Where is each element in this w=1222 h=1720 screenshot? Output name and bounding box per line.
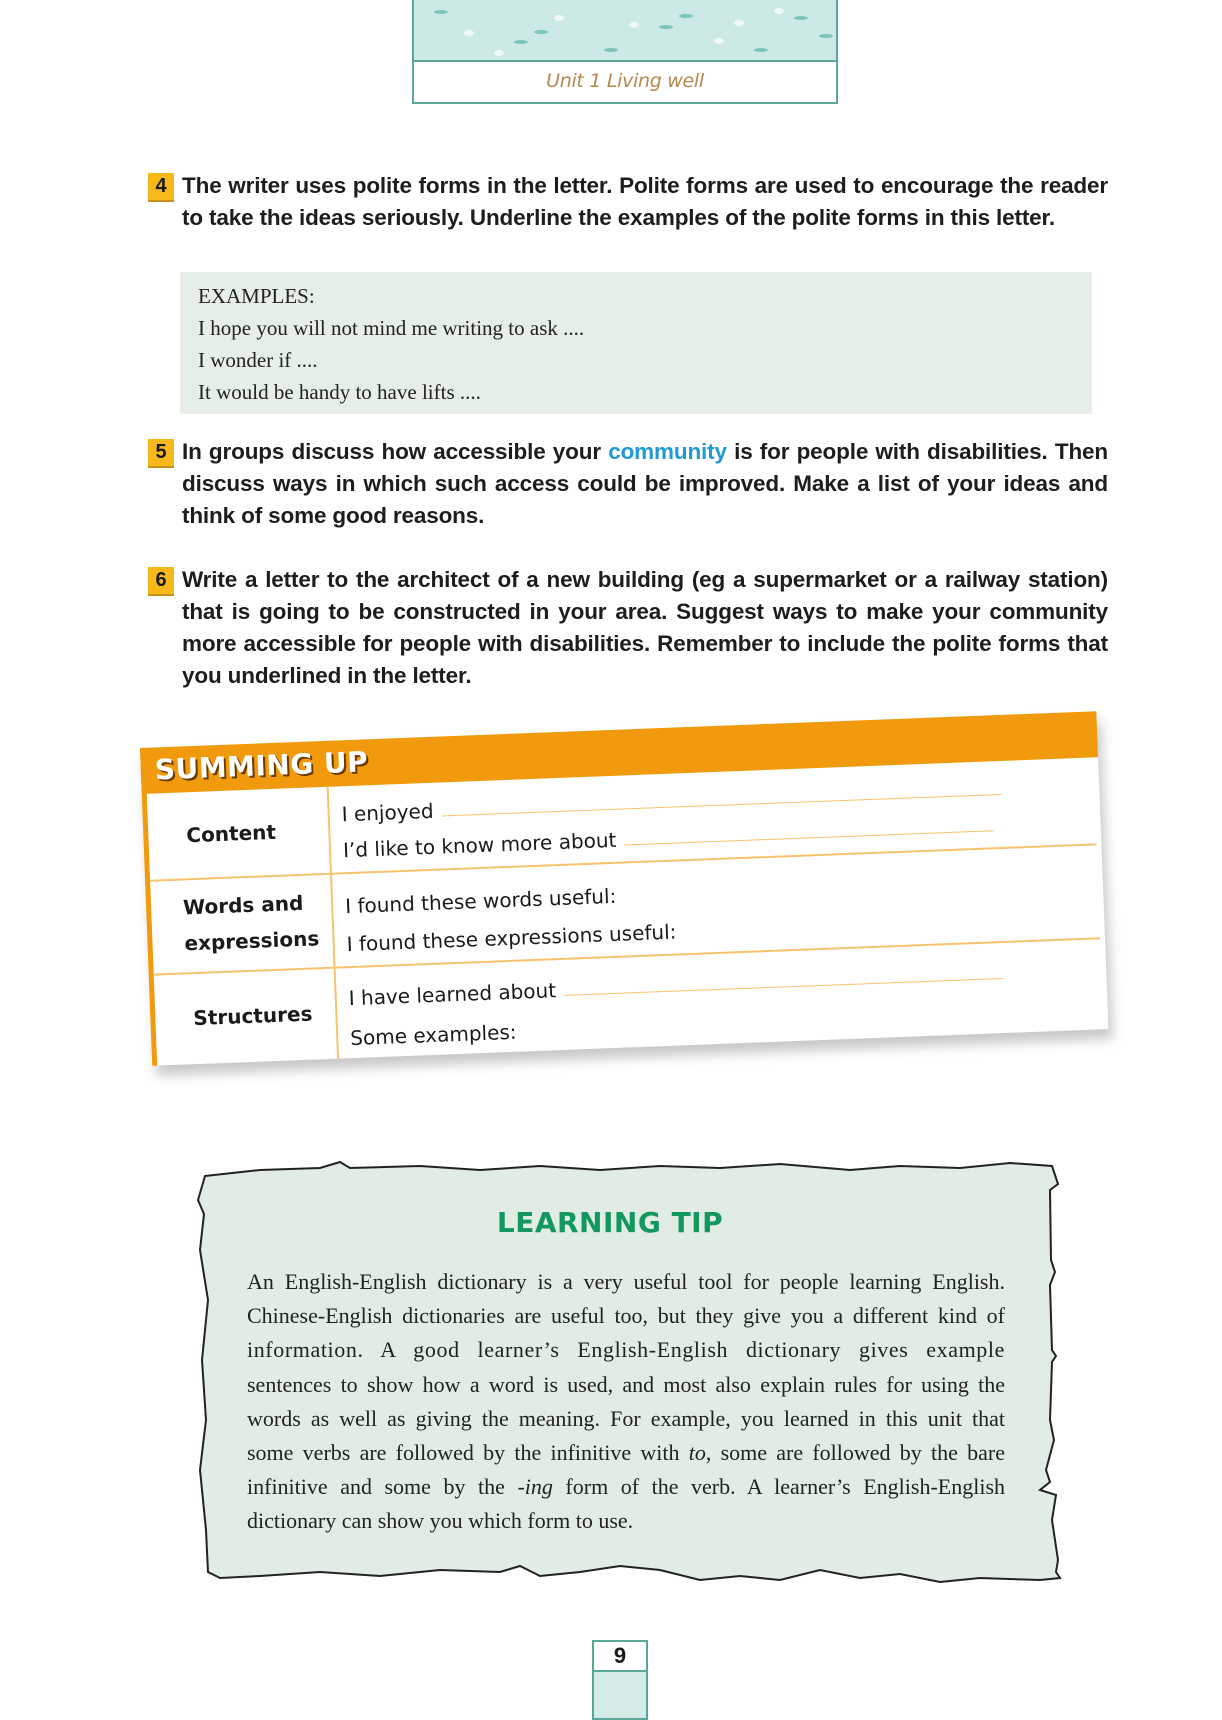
learning-tip-body bbox=[247, 1265, 1005, 1539]
tip-line: information. A good learner’s English-English dictionary gives example bbox=[247, 1337, 1005, 1363]
task-text-part: is for people with disabilities. Then discuss ways in which such access could be improved. Make a list of your ideas and think of some good reasons. bbox=[182, 439, 1108, 528]
row-label: Structures bbox=[154, 967, 339, 1066]
tip-line: dictionary can show you which form to use. bbox=[247, 1508, 634, 1534]
task-instruction: The writer uses polite forms in the letter. Polite forms are used to encourage the reader to take the ideas seriously. Underline the examples of the polite forms in this letter. bbox=[182, 173, 1108, 230]
prompt-text: I have learned about bbox=[348, 978, 557, 1011]
task-number-badge: 6 bbox=[148, 567, 174, 596]
row-label: Content bbox=[147, 787, 332, 880]
prompt-text: I found these words useful: bbox=[344, 883, 617, 919]
row-label: Words and expressions bbox=[150, 873, 335, 974]
prompt-text: Some examples: bbox=[349, 1019, 517, 1051]
prompt-text: I found these expressions useful: bbox=[346, 919, 677, 957]
tip-line bbox=[247, 1470, 1005, 1504]
page-number-box bbox=[592, 1640, 648, 1720]
tip-line: An English-English dictionary is a very useful tool for people learning English. bbox=[247, 1269, 1005, 1294]
learning-tip-title: LEARNING TIP bbox=[496, 1206, 724, 1239]
tip-text: infinitive and some by the bbox=[247, 1474, 518, 1500]
task-number-badge: 5 bbox=[148, 439, 174, 468]
tip-text: form of the verb. A learner’s English-English bbox=[552, 1474, 1006, 1500]
task-number-badge: 4 bbox=[148, 173, 174, 202]
task-text-part: In groups discuss how accessible your bbox=[182, 439, 609, 464]
tip-text: some verbs are followed by the infinitive with bbox=[247, 1440, 689, 1466]
tip-text: , some are followed by the bare bbox=[705, 1440, 1005, 1466]
prompt-text: I enjoyed bbox=[341, 798, 434, 827]
example-item: I wonder if .... bbox=[198, 348, 318, 372]
tip-line: sentences to show how a word is used, and most also explain rules for using the bbox=[247, 1371, 1005, 1397]
examples-heading: EXAMPLES: bbox=[198, 284, 315, 308]
tip-italic-word: -ing bbox=[517, 1474, 553, 1500]
tip-line: Chinese-English dictionaries are useful too, but they give you a different kind of bbox=[247, 1303, 1005, 1329]
example-item: It would be handy to have lifts .... bbox=[198, 380, 481, 404]
tip-italic-word: to bbox=[688, 1440, 706, 1466]
example-item: I hope you will not mind me writing to ask .... bbox=[198, 316, 585, 340]
task-instruction: Write a letter to the architect of a new building (eg a supermarket or a railway station) that is going to be constructed in your area. Suggest ways to make your community more accessible for people with disabilities. Remember to include the polite forms that you underlined in the letter. bbox=[182, 567, 1108, 688]
prompt-text: I’d like to know more about bbox=[342, 827, 617, 863]
vocabulary-highlight-word[interactable]: community bbox=[608, 439, 727, 464]
page-number: 9 bbox=[594, 1642, 646, 1672]
tip-line: words as well as giving the meaning. For example, you learned in this unit that bbox=[247, 1405, 1005, 1431]
tip-line bbox=[247, 1436, 1005, 1470]
summing-up-title: SUMMING UP bbox=[154, 745, 369, 787]
unit-title: Unit 1 Living well bbox=[546, 70, 704, 92]
